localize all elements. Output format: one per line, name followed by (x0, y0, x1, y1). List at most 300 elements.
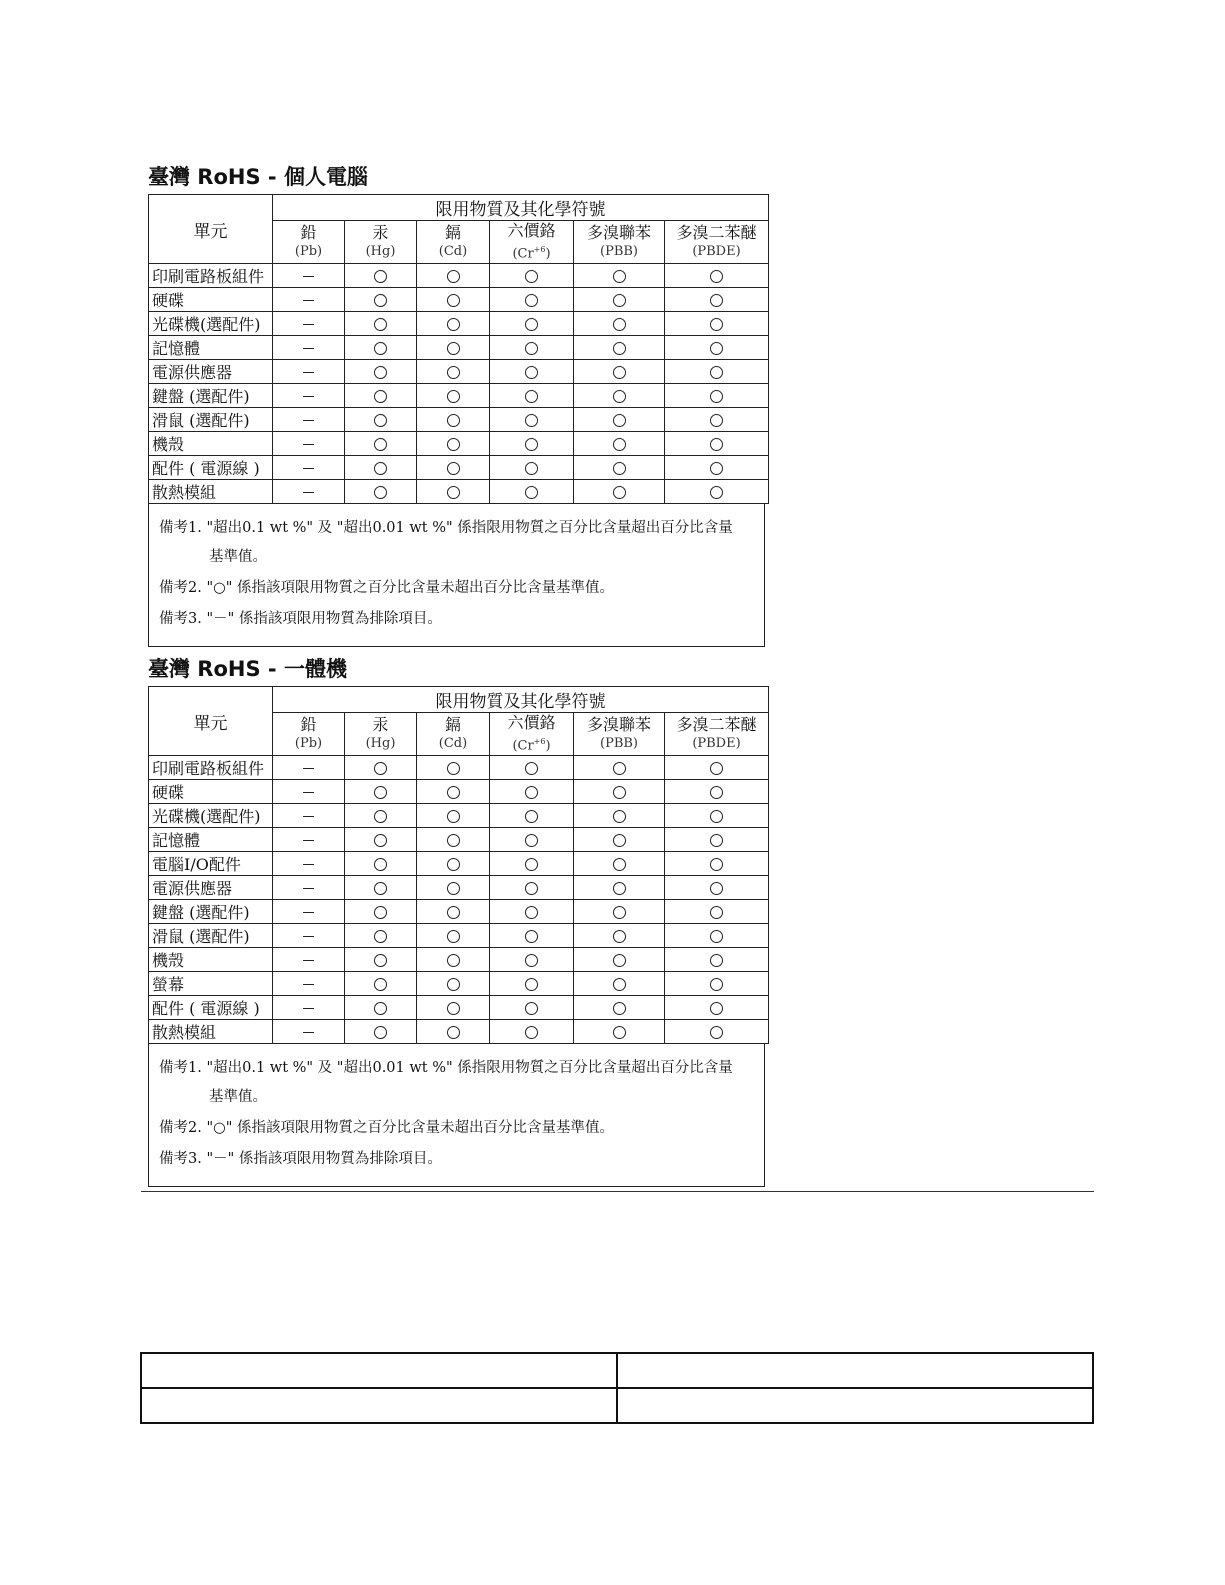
circle-icon (710, 954, 723, 967)
substance-value (345, 408, 417, 432)
substance-symbol: (PBDE) (692, 244, 741, 260)
substance-value (665, 804, 769, 828)
substance-value (665, 480, 769, 504)
substance-header (345, 221, 417, 264)
substance-value (273, 996, 345, 1020)
circle-icon (613, 462, 626, 475)
substance-value (273, 432, 345, 456)
dash-icon (303, 468, 314, 469)
substance-value (574, 996, 665, 1020)
circle-icon (710, 342, 723, 355)
notes-box (148, 1044, 765, 1187)
substance-value (665, 924, 769, 948)
substance-value (273, 780, 345, 804)
substance-name: 多溴聯苯 (586, 223, 651, 243)
substance-value (490, 972, 574, 996)
substance-value (417, 288, 490, 312)
part-name: 記憶體 (149, 828, 273, 852)
substance-group-header: 限用物質及其化學符號 (273, 687, 769, 713)
substance-value (574, 456, 665, 480)
circle-icon (710, 858, 723, 871)
substance-value (273, 852, 345, 876)
part-name: 記憶體 (149, 336, 273, 360)
substance-value (665, 828, 769, 852)
substance-value (490, 432, 574, 456)
circle-icon (447, 1002, 460, 1015)
note-1-text: 備考1. "超出0.1 wt %" 及 "超出0.01 wt %" 係指限用物質之百分比含量超出百分比含量 (159, 1060, 733, 1077)
substance-value (490, 360, 574, 384)
substance-value (574, 312, 665, 336)
substance-value (490, 384, 574, 408)
substance-value (345, 480, 417, 504)
substance-value (273, 948, 345, 972)
part-name: 電源供應器 (149, 360, 273, 384)
substance-value (417, 924, 490, 948)
table-row (149, 756, 769, 780)
dash-icon (303, 864, 314, 865)
substance-value (417, 384, 490, 408)
substance-value (490, 288, 574, 312)
table-cell (617, 1388, 1093, 1423)
circle-icon (374, 462, 387, 475)
substance-value (574, 288, 665, 312)
empty-table (140, 1352, 1094, 1424)
part-name: 散熱模組 (149, 480, 273, 504)
substance-name: 六價鉻 (507, 713, 556, 732)
table-cell (141, 1388, 617, 1423)
substance-value (273, 312, 345, 336)
substance-value (574, 264, 665, 288)
substance-value (574, 480, 665, 504)
part-name: 硬碟 (149, 780, 273, 804)
substance-value (345, 264, 417, 288)
substance-name: 鉛 (300, 715, 317, 735)
substance-value (574, 756, 665, 780)
circle-icon (374, 882, 387, 895)
substance-value (273, 480, 345, 504)
dash-icon (303, 960, 314, 961)
substance-value (665, 384, 769, 408)
circle-icon (613, 810, 626, 823)
part-name: 光碟機(選配件) (149, 312, 273, 336)
substance-name: 多溴聯苯 (586, 715, 651, 735)
substance-value (665, 432, 769, 456)
circle-icon (613, 414, 626, 427)
circle-icon (710, 318, 723, 331)
substance-header (490, 713, 574, 756)
substance-value (574, 360, 665, 384)
table-row (149, 432, 769, 456)
circle-icon (525, 390, 538, 403)
circle-icon (447, 414, 460, 427)
substance-value (417, 780, 490, 804)
substance-value (665, 288, 769, 312)
part-name: 配件 ( 電源線 ) (149, 996, 273, 1020)
substance-value (574, 780, 665, 804)
substance-value (574, 852, 665, 876)
table-row (149, 804, 769, 828)
circle-icon (447, 294, 460, 307)
substance-value (417, 360, 490, 384)
circle-icon (447, 390, 460, 403)
substance-value (490, 1020, 574, 1044)
substance-header (417, 221, 490, 264)
circle-icon (525, 810, 538, 823)
substance-symbol: (Cd) (438, 736, 468, 752)
circle-icon (613, 318, 626, 331)
circle-icon (374, 366, 387, 379)
substance-value (345, 288, 417, 312)
substance-value (417, 828, 490, 852)
circle-icon (447, 342, 460, 355)
substance-value (345, 948, 417, 972)
part-name: 螢幕 (149, 972, 273, 996)
circle-icon (525, 954, 538, 967)
circle-icon (710, 1002, 723, 1015)
table-cell (141, 1353, 617, 1388)
circle-icon (374, 930, 387, 943)
substance-value (273, 900, 345, 924)
substance-value (273, 408, 345, 432)
circle-icon (374, 906, 387, 919)
substance-value (574, 336, 665, 360)
substance-value (490, 780, 574, 804)
circle-icon (374, 762, 387, 775)
substance-value (665, 972, 769, 996)
substance-value (665, 756, 769, 780)
substance-value (574, 804, 665, 828)
table-row (149, 972, 769, 996)
substance-value (273, 924, 345, 948)
circle-icon (525, 786, 538, 799)
dash-icon (303, 840, 314, 841)
circle-icon (374, 486, 387, 499)
circle-icon (613, 390, 626, 403)
substance-value (273, 384, 345, 408)
substance-value (490, 312, 574, 336)
substance-value (345, 852, 417, 876)
dash-icon (303, 276, 314, 277)
circle-icon (613, 342, 626, 355)
unit-header: 單元 (149, 687, 273, 756)
circle-icon (374, 858, 387, 871)
circle-icon (613, 786, 626, 799)
circle-icon (447, 834, 460, 847)
substance-value (574, 876, 665, 900)
substance-value (417, 804, 490, 828)
part-name: 滑鼠 (選配件) (149, 408, 273, 432)
horizontal-rule (141, 1191, 1094, 1192)
table-row (149, 264, 769, 288)
part-name: 滑鼠 (選配件) (149, 924, 273, 948)
circle-icon (447, 810, 460, 823)
circle-icon (374, 390, 387, 403)
part-name: 電源供應器 (149, 876, 273, 900)
substance-value (273, 828, 345, 852)
note-1-text: 備考1. "超出0.1 wt %" 及 "超出0.01 wt %" 係指限用物質之百分比含量超出百分比含量 (159, 520, 733, 537)
table-row (149, 996, 769, 1020)
circle-icon (374, 1002, 387, 1015)
substance-value (417, 1020, 490, 1044)
rohs-table-pc (148, 194, 769, 504)
circle-icon (447, 438, 460, 451)
circle-icon (447, 1026, 460, 1039)
part-name: 電腦I/O配件 (149, 852, 273, 876)
substance-value (345, 384, 417, 408)
substance-value (490, 876, 574, 900)
substance-value (345, 900, 417, 924)
substance-name: 鉛 (300, 223, 317, 243)
substance-value (273, 876, 345, 900)
note-1 (159, 514, 756, 572)
dash-icon (303, 348, 314, 349)
circle-icon (525, 438, 538, 451)
substance-value (417, 312, 490, 336)
substance-name: 汞 (372, 223, 389, 243)
table-cell (617, 1353, 1093, 1388)
circle-icon (613, 882, 626, 895)
substance-value (273, 804, 345, 828)
substance-value (574, 384, 665, 408)
note-3: 備考3. "－" 係指該項限用物質為排除項目。 (159, 1151, 442, 1168)
substance-value (665, 852, 769, 876)
substance-value (490, 336, 574, 360)
circle-icon (710, 930, 723, 943)
circle-icon (374, 834, 387, 847)
part-name: 鍵盤 (選配件) (149, 900, 273, 924)
substance-value (490, 852, 574, 876)
substance-value (665, 336, 769, 360)
substance-value (273, 456, 345, 480)
circle-icon (525, 882, 538, 895)
dash-icon (303, 768, 314, 769)
circle-icon (447, 906, 460, 919)
circle-icon (613, 954, 626, 967)
dash-icon (303, 324, 314, 325)
unit-header: 單元 (149, 195, 273, 264)
circle-icon (447, 978, 460, 991)
circle-icon (525, 486, 538, 499)
substance-value (417, 264, 490, 288)
substance-value (490, 456, 574, 480)
substance-value (574, 408, 665, 432)
table-row (149, 336, 769, 360)
dash-icon (303, 912, 314, 913)
circle-icon (374, 342, 387, 355)
note-2: 備考2. "○" 係指該項限用物質之百分比含量未超出百分比含量基準值。 (159, 1120, 615, 1137)
substance-symbol: $(Cr^{+6})$ (512, 737, 551, 754)
substance-header (574, 713, 665, 756)
circle-icon (525, 762, 538, 775)
substance-value (345, 336, 417, 360)
circle-icon (710, 834, 723, 847)
circle-icon (374, 810, 387, 823)
circle-icon (710, 414, 723, 427)
substance-header (574, 221, 665, 264)
substance-header (273, 713, 345, 756)
dash-icon (303, 300, 314, 301)
substance-value (417, 408, 490, 432)
substance-value (665, 312, 769, 336)
substance-header (273, 221, 345, 264)
table-row (141, 1353, 1093, 1388)
substance-symbol: (PBDE) (692, 736, 741, 752)
note-1-cont: 基準值。 (209, 549, 267, 566)
part-name: 硬碟 (149, 288, 273, 312)
substance-value (490, 900, 574, 924)
substance-value (490, 924, 574, 948)
table-row (149, 408, 769, 432)
substance-value (345, 876, 417, 900)
circle-icon (613, 930, 626, 943)
substance-value (417, 876, 490, 900)
circle-icon (447, 318, 460, 331)
circle-icon (525, 294, 538, 307)
circle-icon (613, 906, 626, 919)
circle-icon (447, 930, 460, 943)
substance-value (273, 756, 345, 780)
dash-icon (303, 1008, 314, 1009)
part-name: 散熱模組 (149, 1020, 273, 1044)
circle-icon (613, 978, 626, 991)
substance-value (574, 828, 665, 852)
substance-value (490, 756, 574, 780)
substance-value (417, 972, 490, 996)
substance-value (417, 900, 490, 924)
substance-value (665, 456, 769, 480)
dash-icon (303, 396, 314, 397)
circle-icon (447, 786, 460, 799)
circle-icon (374, 294, 387, 307)
circle-icon (447, 954, 460, 967)
note-1-cont: 基準值。 (209, 1089, 267, 1106)
circle-icon (710, 366, 723, 379)
dash-icon (303, 936, 314, 937)
substance-value (574, 432, 665, 456)
circle-icon (613, 1002, 626, 1015)
table-row (149, 312, 769, 336)
part-name: 印刷電路板組件 (149, 264, 273, 288)
part-name: 印刷電路板組件 (149, 756, 273, 780)
dash-icon (303, 792, 314, 793)
substance-value (574, 972, 665, 996)
circle-icon (374, 438, 387, 451)
circle-icon (525, 906, 538, 919)
note-2: 備考2. "○" 係指該項限用物質之百分比含量未超出百分比含量基準值。 (159, 580, 615, 597)
part-name: 鍵盤 (選配件) (149, 384, 273, 408)
table-row (149, 948, 769, 972)
substance-value (273, 288, 345, 312)
substance-header (345, 713, 417, 756)
table-row (149, 360, 769, 384)
section-title: 臺灣 RoHS - 一體機 (148, 657, 347, 681)
circle-icon (710, 882, 723, 895)
note-3: 備考3. "－" 係指該項限用物質為排除項目。 (159, 611, 442, 628)
circle-icon (613, 1026, 626, 1039)
table-row (149, 384, 769, 408)
dash-icon (303, 1032, 314, 1033)
substance-value (345, 1020, 417, 1044)
substance-value (490, 996, 574, 1020)
substance-value (273, 336, 345, 360)
circle-icon (710, 978, 723, 991)
part-name: 機殼 (149, 432, 273, 456)
substance-name: 鎘 (444, 223, 461, 243)
dash-icon (303, 888, 314, 889)
circle-icon (525, 834, 538, 847)
circle-icon (525, 414, 538, 427)
table-row (149, 480, 769, 504)
table-row (149, 876, 769, 900)
circle-icon (710, 1026, 723, 1039)
circle-icon (613, 366, 626, 379)
circle-icon (613, 762, 626, 775)
circle-icon (525, 366, 538, 379)
substance-value (574, 900, 665, 924)
substance-value (574, 948, 665, 972)
substance-value (665, 360, 769, 384)
circle-icon (374, 414, 387, 427)
circle-icon (710, 390, 723, 403)
substance-value (665, 1020, 769, 1044)
substance-value (273, 1020, 345, 1044)
circle-icon (613, 486, 626, 499)
substance-value (345, 972, 417, 996)
substance-value (665, 996, 769, 1020)
substance-value (665, 948, 769, 972)
substance-value (417, 996, 490, 1020)
substance-value (417, 456, 490, 480)
dash-icon (303, 984, 314, 985)
circle-icon (447, 366, 460, 379)
substance-symbol: (PBB) (600, 244, 638, 260)
substance-value (490, 828, 574, 852)
circle-icon (710, 810, 723, 823)
circle-icon (613, 858, 626, 871)
note-1 (159, 1054, 756, 1112)
circle-icon (613, 438, 626, 451)
substance-value (345, 828, 417, 852)
substance-value (417, 948, 490, 972)
rohs-section-pc (148, 160, 769, 647)
circle-icon (447, 462, 460, 475)
table-row (149, 924, 769, 948)
circle-icon (525, 978, 538, 991)
substance-value (273, 360, 345, 384)
substance-header (417, 713, 490, 756)
circle-icon (710, 438, 723, 451)
substance-symbol: (Hg) (365, 244, 396, 260)
substance-name: 多溴二苯醚 (676, 223, 757, 243)
circle-icon (374, 786, 387, 799)
circle-icon (710, 762, 723, 775)
circle-icon (710, 294, 723, 307)
substance-name: 多溴二苯醚 (676, 715, 757, 735)
circle-icon (525, 342, 538, 355)
substance-value (345, 456, 417, 480)
substance-value (345, 780, 417, 804)
circle-icon (710, 786, 723, 799)
circle-icon (525, 462, 538, 475)
substance-value (345, 924, 417, 948)
circle-icon (525, 1002, 538, 1015)
substance-value (665, 408, 769, 432)
substance-value (345, 432, 417, 456)
substance-value (345, 804, 417, 828)
circle-icon (447, 882, 460, 895)
circle-icon (613, 294, 626, 307)
substance-value (345, 996, 417, 1020)
